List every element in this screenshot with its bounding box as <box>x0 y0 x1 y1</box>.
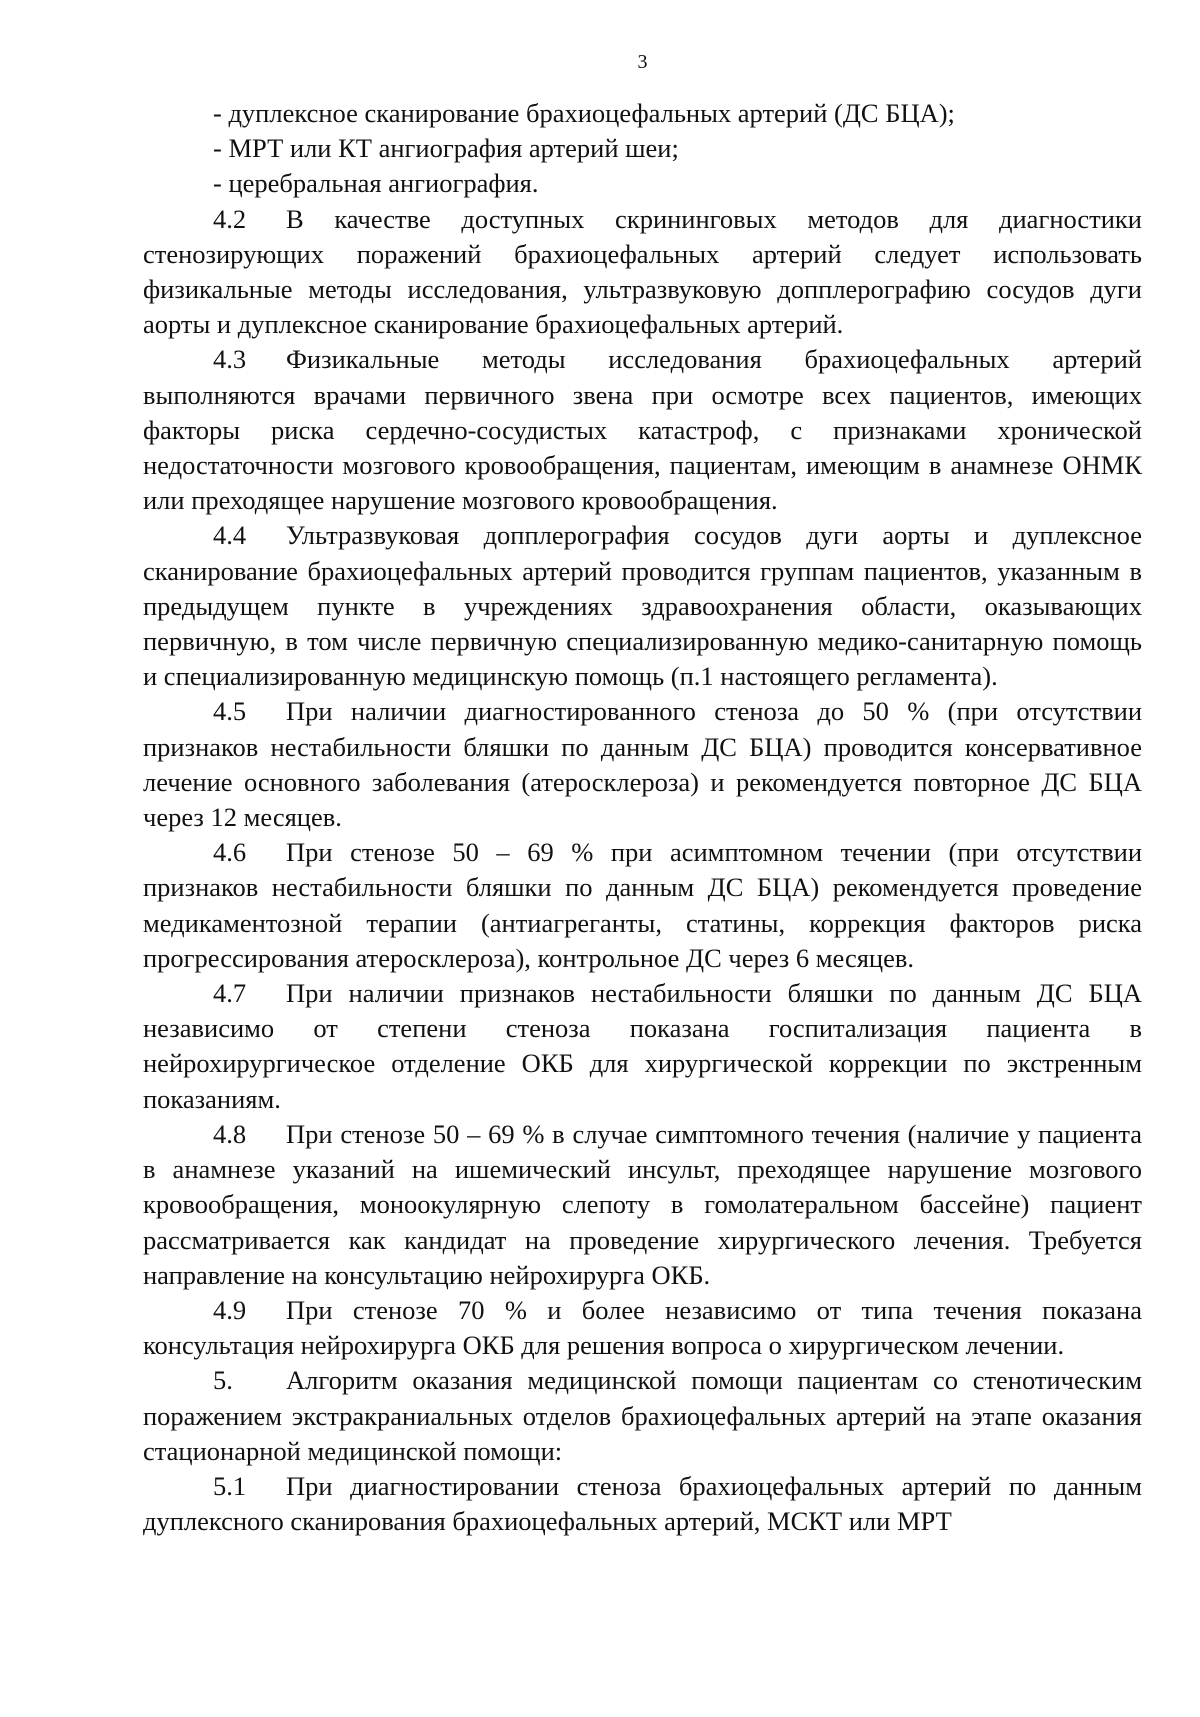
paragraph-4-2 <box>143 202 1142 343</box>
paragraph-text: При стенозе 70 % и более независимо от типа течения показана консультация нейрохирурга ОКБ для решения вопроса о хирургическом лечении. <box>143 1294 1142 1361</box>
paragraph-text: При стенозе 50 – 69 % в случае симптомного течения (наличие у пациента в анамнезе указаний на ишемический инсульт, преходящее нарушение мозгового кровообращения, моноокулярную слепоту в гомолатеральном бассейне) пациент рассматривается как кандидат на проведение хирургического лечения. Требуется направление на консультацию нейрохирурга ОКБ. <box>143 1118 1142 1290</box>
bullet-item-2: - МРТ или КТ ангиография артерий шеи; <box>213 133 679 164</box>
page-number: 3 <box>637 51 648 73</box>
paragraph-number: 4.7 <box>213 978 247 1009</box>
paragraph-number: 4.8 <box>213 1118 247 1149</box>
paragraph-4-8 <box>143 1117 1142 1293</box>
paragraph-number: 5. <box>213 1365 233 1396</box>
paragraph-number: 4.4 <box>213 520 247 551</box>
paragraph-number: 4.2 <box>213 203 247 234</box>
paragraph-5-1 <box>143 1469 1142 1539</box>
paragraph-number: 4.3 <box>213 344 247 375</box>
paragraph-text: При наличии признаков нестабильности бляшки по данным ДС БЦА независимо от степени стеноза показана госпитализация пациента в нейрохирургическое отделение ОКБ для хирургической коррекции по экстренным показаниям. <box>143 978 1142 1114</box>
paragraph-number: 4.6 <box>213 837 247 868</box>
paragraph-text: Алгоритм оказания медицинской помощи пациентам со стенотическим поражением экстракраниальных отделов брахиоцефальных артерий на этапе оказания стационарной медицинской помощи: <box>143 1365 1142 1466</box>
page-body <box>143 50 1142 1539</box>
paragraph-4-7 <box>143 976 1142 1117</box>
paragraph-4-3 <box>143 342 1142 518</box>
paragraph-4-4 <box>143 518 1142 694</box>
paragraph-text: Ультразвуковая допплерография сосудов дуги аорты и дуплексное сканирование брахиоцефальных артерий проводится группам пациентов, указанным в предыдущем пункте в учреждениях здравоохранения области, оказывающих первичную, в том числе первичную специализированную медико-санитарную помощь и специализированную медицинскую помощь (п.1 настоящего регламента). <box>143 520 1142 692</box>
paragraph-4-9 <box>143 1293 1142 1363</box>
paragraph-text: При диагностировании стеноза брахиоцефальных артерий по данным дуплексного сканирования брахиоцефальных артерий, МСКТ или МРТ <box>143 1470 1142 1537</box>
paragraph-number: 4.5 <box>213 696 247 727</box>
bullet-item-1: - дуплексное сканирование брахиоцефальных артерий (ДС БЦА); <box>213 98 955 128</box>
paragraph-number: 4.9 <box>213 1294 247 1325</box>
paragraph-4-5 <box>143 694 1142 835</box>
paragraph-text: В качестве доступных скрининговых методов для диагностики стенозирующих поражений брахиоцефальных артерий следует использовать физикальные методы исследования, ультразвуковую допплерографию сосудов дуги аорты и дуплексное сканирование брахиоцефальных артерий. <box>143 203 1142 340</box>
bullet-item-3: - церебральная ангиография. <box>213 168 539 199</box>
paragraph-text: При наличии диагностированного стеноза до 50 % (при отсутствии признаков нестабильности бляшки по данным ДС БЦА) проводится консервативное лечение основного заболевания (атеросклероза) и рекомендуется повторное ДС БЦА через 12 месяцев. <box>143 696 1142 833</box>
section-5-heading <box>143 1363 1142 1469</box>
paragraph-text: Физикальные методы исследования брахиоцефальных артерий выполняются врачами первичного звена при осмотре всех пациентов, имеющих факторы риска сердечно-сосудистых катастроф, с признаками хронической недостаточности мозгового кровообращения, пациентам, имеющим в анамнезе ОНМК или преходящее нарушение мозгового кровообращения. <box>143 344 1142 516</box>
paragraph-number: 5.1 <box>213 1470 247 1501</box>
paragraph-text: При стенозе 50 – 69 % при асимптомном течении (при отсутствии признаков нестабильности бляшки по данным ДС БЦА) рекомендуется проведение медикаментозной терапии (антиагреганты, статины, коррекция факторов риска прогрессирования атеросклероза), контрольное ДС через 6 месяцев. <box>143 837 1142 973</box>
paragraph-4-6 <box>143 835 1142 976</box>
